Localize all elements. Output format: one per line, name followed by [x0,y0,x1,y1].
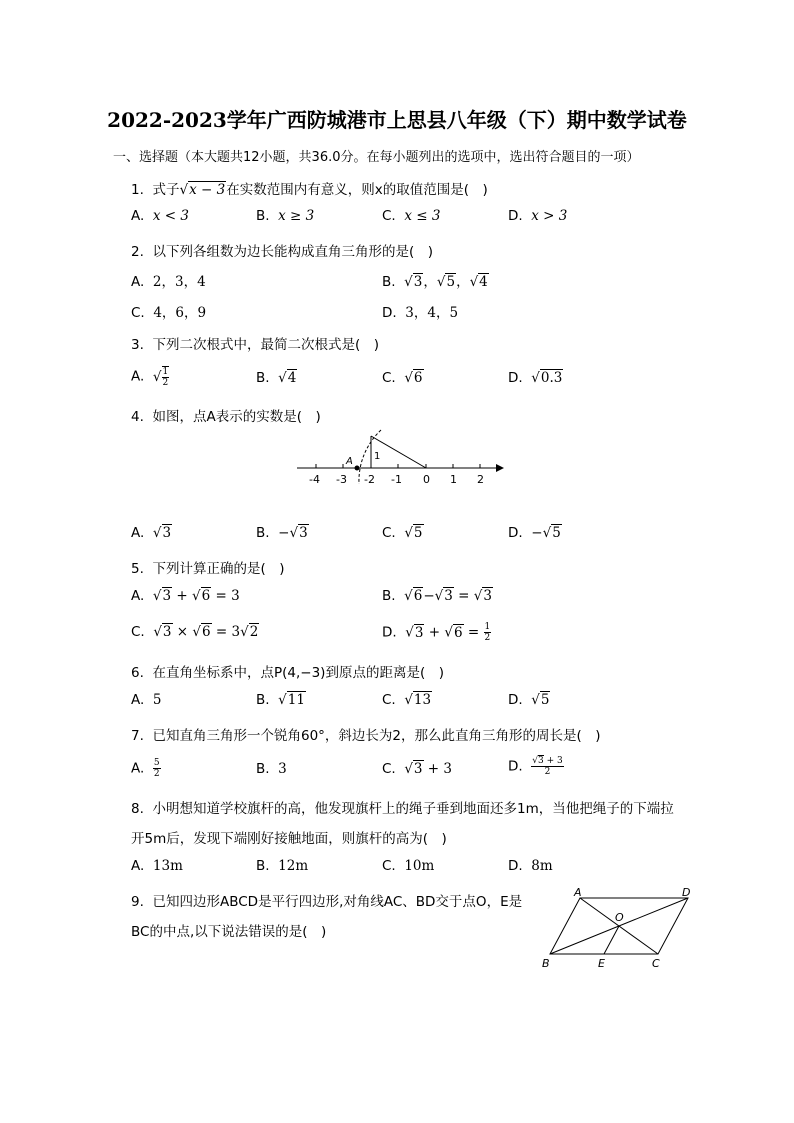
tick-label: 2 [477,473,484,486]
question-text: BC的中点,以下说法错误的是( ) [131,924,327,940]
option-a[interactable]: A. x < 3 [131,208,189,224]
tick-label: -2 [364,473,375,486]
question-8: 8. 小明想知道学校旗杆的高，他发现旗杆上的绳子垂到地面还多1m，当他把绳子的下端拉 [131,801,674,817]
question-text: 式子 [152,182,180,198]
option-c[interactable]: C. √3 × √6 = 3√2 [131,624,259,640]
question-6: 6. 在直角坐标系中，点P(4,−3)到原点的距离是( ) [131,665,444,681]
option-d[interactable]: D. √0.3 [508,370,563,386]
option-d[interactable]: D. 3，4，5 [382,305,459,321]
option-c[interactable]: C. √3 + 3 [382,761,452,777]
question-text: 在直角坐标系中，点P(4,−3)到原点的距离是( ) [152,665,444,681]
option-text: x ≤ 3 [404,208,441,224]
number-line-figure [293,428,513,488]
vertex-label: C [652,957,660,970]
option-b[interactable]: B. √3，√5，√4 [382,274,488,290]
option-a[interactable]: A. 13m [131,858,183,874]
question-8-continued [131,827,447,847]
question-number: 1. [131,182,144,198]
vertex-label: A [574,886,582,899]
option-d[interactable]: D. 8m [508,858,553,874]
tick-label: -4 [309,473,320,486]
option-b[interactable]: B. √6−√3 = √3 [382,588,492,604]
question-5: 5. 下列计算正确的是( ) [131,561,285,577]
question-text: 以下列各组数为边长能构成直角三角形的是( ) [152,244,434,260]
vertex-label: B [542,957,550,970]
option-b[interactable]: B. x ≥ 3 [256,208,315,224]
option-text: x > 3 [531,208,568,224]
option-a[interactable]: A. 5 [131,692,162,708]
option-a[interactable]: A. 2，3，4 [131,274,206,290]
option-d[interactable]: D. √3 + √6 = $\frac{1}{2}$ [382,622,491,643]
question-text: 下列计算正确的是( ) [152,561,285,577]
question-text: 已知四边形ABCD是平行四边形,对角线AC、BD交于点O，E是 [152,894,523,910]
vertex-label: E [598,957,605,970]
option-a[interactable]: A. $\frac{5}{2}$ [131,758,160,779]
option-c[interactable]: C. √6 [382,370,423,386]
option-d[interactable]: D. √5 [508,692,550,708]
question-text: 已知直角三角形一个锐角60°，斜边长为2，那么此直角三角形的周长是( ) [152,728,601,744]
question-2: 2. 以下列各组数为边长能构成直角三角形的是( ) [131,244,434,260]
question-9-continued [131,920,326,940]
point-a [355,466,360,471]
option-c[interactable]: C. x ≤ 3 [382,208,441,224]
vertex-label: O [615,911,624,924]
option-b[interactable]: B. √11 [256,692,305,708]
radical: √x − 3 [179,182,226,198]
question-text: 在实数范围内有意义，则x的取值范围是( ) [226,182,488,198]
vertex-label: D [682,886,691,899]
option-c[interactable]: C. √5 [382,525,423,541]
option-a[interactable]: A. √ $\frac{1}{2}$ [131,367,169,388]
tick-label: 1 [450,473,457,486]
question-text: 下列二次根式中，最简二次根式是( ) [152,337,380,353]
tick-label: -1 [391,473,402,486]
section-heading: 一、选择题（本大题共12小题，共36.0分。在每小题列出的选项中，选出符合题目的一项） [113,150,640,165]
tick-label: -3 [336,473,347,486]
ticks [316,464,480,468]
question-9: 9. 已知四边形ABCD是平行四边形,对角线AC、BD交于点O，E是 [131,894,523,910]
question-3: 3. 下列二次根式中，最简二次根式是( ) [131,337,380,353]
page-title: 2022-2023学年广西防城港市上思县八年级（下）期中数学试卷 [107,108,687,132]
point-label: A [346,456,353,467]
option-text: x ≥ 3 [278,208,315,224]
tick-label: 0 [423,473,430,486]
option-b[interactable]: B. √4 [256,370,297,386]
height-label: 1 [374,451,381,462]
option-b[interactable]: B. 12m [256,858,309,874]
option-b[interactable]: B. 3 [256,761,287,777]
option-c[interactable]: C. 10m [382,858,435,874]
question-text: 如图，点A表示的实数是( ) [152,409,321,425]
question-text: 小明想知道学校旗杆的高，他发现旗杆上的绳子垂到地面还多1m，当他把绳子的下端拉 [152,801,674,817]
question-7: 7. 已知直角三角形一个锐角60°，斜边长为2，那么此直角三角形的周长是( ) [131,728,601,744]
option-a[interactable]: A. √3 [131,525,172,541]
parallelogram-figure [538,886,698,971]
option-b[interactable]: B. −√3 [256,525,308,541]
question-1 [131,178,488,198]
option-a[interactable]: A. √3 + √6 = 3 [131,588,240,604]
question-4: 4. 如图，点A表示的实数是( ) [131,409,321,425]
arrow-icon [496,464,504,472]
option-d[interactable]: D. $\frac{√3 + 3}{2}$ [508,756,563,777]
option-c[interactable]: C. √13 [382,692,432,708]
question-text: 开5m后，发现下端刚好接触地面，则旗杆的高为( ) [131,831,447,847]
option-d[interactable]: D. x > 3 [508,208,568,224]
option-c[interactable]: C. 4，6，9 [131,305,207,321]
segment-oe [604,926,619,954]
option-d[interactable]: D. −√5 [508,525,561,541]
option-text: x < 3 [152,208,189,224]
